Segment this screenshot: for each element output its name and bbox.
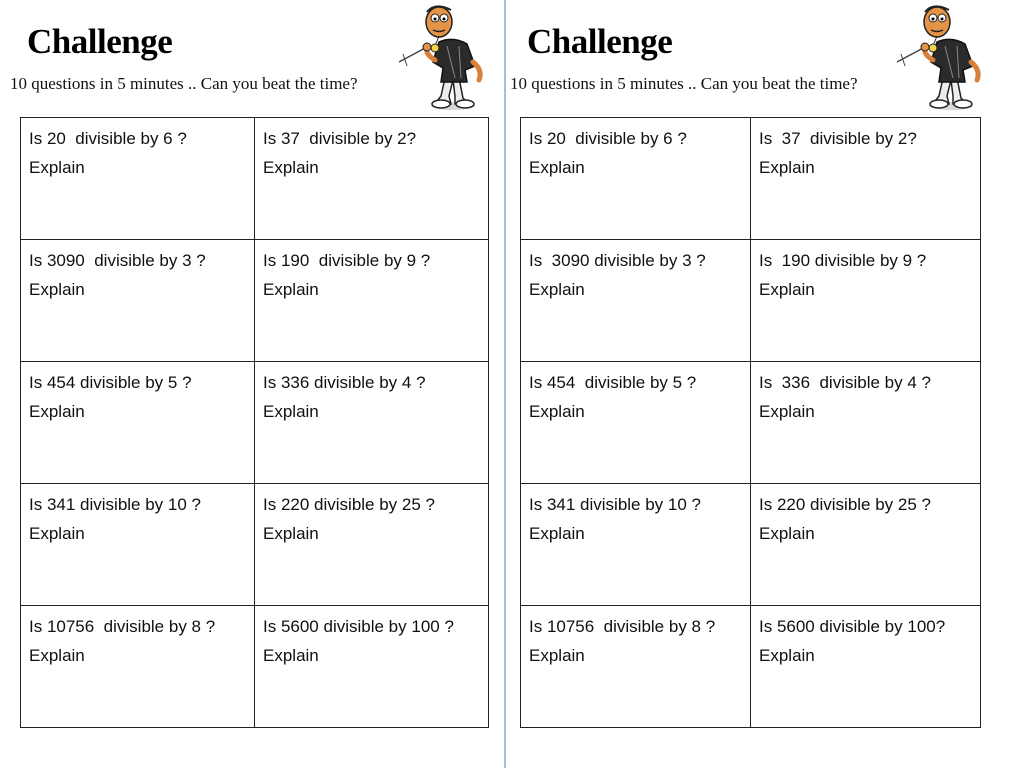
referee-illustration-icon	[893, 0, 993, 112]
question-cell	[21, 606, 255, 728]
explain-label: Explain	[263, 524, 319, 543]
page-divider	[504, 0, 506, 768]
question-cell	[751, 484, 981, 606]
question-cell	[255, 484, 489, 606]
worksheet-right	[507, 0, 1024, 768]
questions-table	[520, 117, 981, 728]
explain-label: Explain	[529, 402, 585, 421]
question-text: Is 20 divisible by 6 ?	[529, 129, 687, 148]
question-cell	[255, 606, 489, 728]
table-row	[21, 606, 489, 728]
worksheet-subtitle: 10 questions in 5 minutes .. Can you beat the time?	[510, 74, 858, 93]
explain-label: Explain	[263, 402, 319, 421]
question-text: Is 336 divisible by 4 ?	[759, 373, 931, 392]
question-text: Is 454 divisible by 5 ?	[29, 373, 192, 392]
question-text: Is 3090 divisible by 3 ?	[529, 251, 706, 270]
referee-illustration-icon	[395, 0, 495, 112]
question-text: Is 37 divisible by 2?	[263, 129, 417, 148]
table-row	[521, 118, 981, 240]
explain-label: Explain	[29, 158, 85, 177]
table-row	[521, 484, 981, 606]
question-cell	[751, 240, 981, 362]
table-row	[521, 362, 981, 484]
explain-label: Explain	[759, 280, 815, 299]
explain-label: Explain	[529, 646, 585, 665]
question-text: Is 10756 divisible by 8 ?	[529, 617, 716, 636]
question-cell	[521, 240, 751, 362]
question-cell	[255, 118, 489, 240]
question-text: Is 341 divisible by 10 ?	[529, 495, 701, 514]
question-cell	[21, 240, 255, 362]
question-text: Is 190 divisible by 9 ?	[759, 251, 927, 270]
questions-table	[20, 117, 489, 728]
explain-label: Explain	[263, 646, 319, 665]
explain-label: Explain	[529, 158, 585, 177]
question-cell	[255, 240, 489, 362]
worksheet-left	[0, 0, 504, 768]
explain-label: Explain	[759, 402, 815, 421]
explain-label: Explain	[29, 524, 85, 543]
explain-label: Explain	[263, 158, 319, 177]
question-text: Is 20 divisible by 6 ?	[29, 129, 187, 148]
worksheet-title: Challenge	[27, 22, 173, 61]
table-row	[21, 240, 489, 362]
explain-label: Explain	[29, 646, 85, 665]
question-text: Is 5600 divisible by 100 ?	[263, 617, 454, 636]
question-cell	[521, 118, 751, 240]
question-cell	[751, 362, 981, 484]
question-cell	[521, 484, 751, 606]
question-cell	[751, 118, 981, 240]
question-text: Is 10756 divisible by 8 ?	[29, 617, 216, 636]
table-row	[21, 484, 489, 606]
question-text: Is 341 divisible by 10 ?	[29, 495, 201, 514]
question-text: Is 37 divisible by 2?	[759, 129, 917, 148]
question-text: Is 220 divisible by 25 ?	[759, 495, 931, 514]
explain-label: Explain	[29, 402, 85, 421]
explain-label: Explain	[263, 280, 319, 299]
question-text: Is 5600 divisible by 100?	[759, 617, 946, 636]
table-row	[21, 362, 489, 484]
question-text: Is 190 divisible by 9 ?	[263, 251, 431, 270]
question-cell	[521, 606, 751, 728]
question-cell	[21, 362, 255, 484]
question-cell	[255, 362, 489, 484]
question-cell	[751, 606, 981, 728]
question-text: Is 454 divisible by 5 ?	[529, 373, 697, 392]
table-row	[521, 240, 981, 362]
explain-label: Explain	[759, 646, 815, 665]
table-row	[521, 606, 981, 728]
table-row	[21, 118, 489, 240]
explain-label: Explain	[529, 280, 585, 299]
question-cell	[21, 484, 255, 606]
question-cell	[21, 118, 255, 240]
explain-label: Explain	[759, 524, 815, 543]
explain-label: Explain	[759, 158, 815, 177]
explain-label: Explain	[529, 524, 585, 543]
worksheet-title: Challenge	[527, 22, 673, 61]
explain-label: Explain	[29, 280, 85, 299]
question-text: Is 336 divisible by 4 ?	[263, 373, 426, 392]
worksheet-subtitle: 10 questions in 5 minutes .. Can you beat the time?	[10, 74, 358, 93]
question-text: Is 3090 divisible by 3 ?	[29, 251, 206, 270]
question-cell	[521, 362, 751, 484]
question-text: Is 220 divisible by 25 ?	[263, 495, 435, 514]
